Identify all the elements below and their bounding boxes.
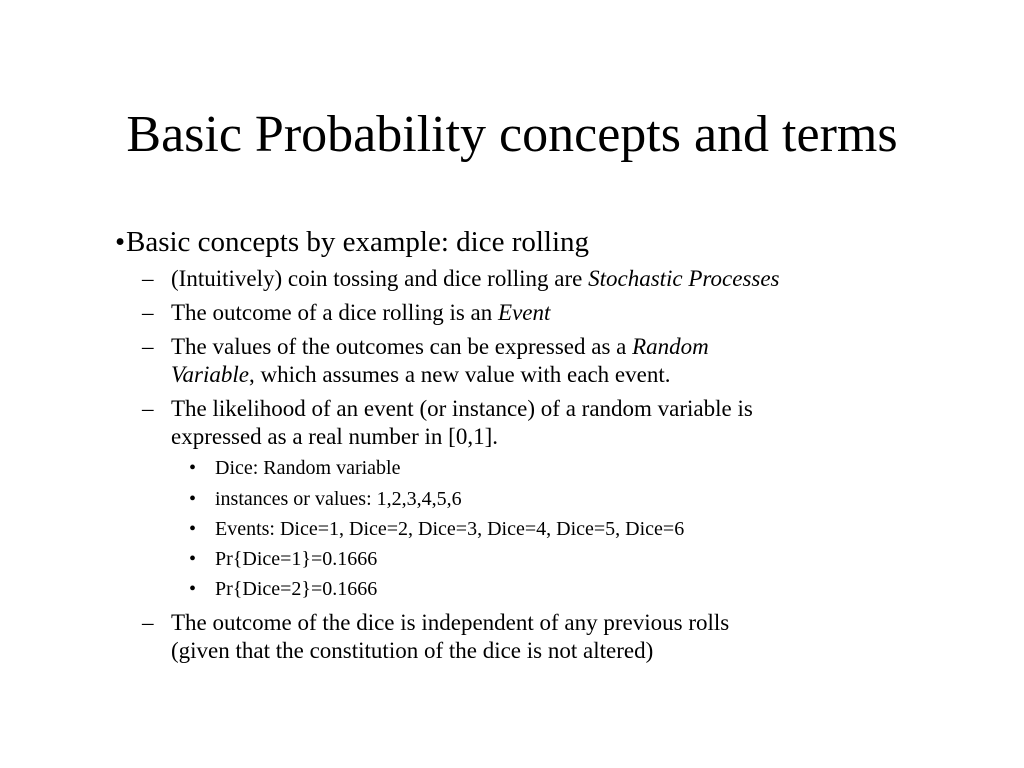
sub-item-5-line-2: (given that the constitution of the dice is not altered): [171, 638, 654, 663]
sub-sub-item: Dice: Random variable: [215, 457, 401, 479]
dash-marker: –: [142, 334, 154, 359]
sub-bullet-marker: •: [189, 548, 197, 570]
sub-item-3-text-end: , which assumes a new value with each event.: [248, 362, 671, 387]
sub-item-2-text: The outcome of a dice rolling is an: [171, 300, 499, 325]
sub-item-3-term-end: Variable: [171, 362, 249, 387]
sub-item-1-term: Stochastic Processes: [588, 266, 780, 291]
sub-bullet-marker: •: [189, 578, 197, 600]
sub-sub-item: Events: Dice=1, Dice=2, Dice=3, Dice=4, Dice=5, Dice=6: [215, 518, 685, 540]
sub-bullet-marker: •: [189, 488, 197, 510]
sub-sub-item: Pr{Dice=1}=0.1666: [215, 548, 378, 570]
slide-title: Basic Probability concepts and terms: [126, 106, 898, 163]
sub-item-1: [171, 265, 780, 294]
sub-item-4-line-2: expressed as a real number in [0,1].: [171, 424, 498, 449]
sub-item-2-term: Event: [498, 300, 551, 325]
sub-item-4-line-1: The likelihood of an event (or instance) of a random variable is: [171, 396, 753, 421]
sub-item-3-term-start: Random: [632, 334, 709, 359]
sub-item-3-line-2: [171, 361, 670, 390]
sub-item-1-text: (Intuitively) coin tossing and dice rolling are: [171, 266, 589, 291]
sub-bullet-marker: •: [189, 518, 197, 540]
sub-sub-item: Pr{Dice=2}=0.1666: [215, 578, 378, 600]
dash-marker: –: [142, 300, 154, 325]
sub-bullet-marker: •: [189, 457, 197, 479]
bullet-marker: •: [115, 226, 126, 258]
sub-item-5-line-1: The outcome of the dice is independent of any previous rolls: [171, 610, 730, 635]
sub-item-3-line-1: [171, 333, 709, 362]
sub-item-3-text: The values of the outcomes can be expressed as a: [171, 334, 633, 359]
dash-marker: –: [142, 610, 154, 635]
sub-sub-item: instances or values: 1,2,3,4,5,6: [215, 488, 462, 510]
bullet-text: Basic concepts by example: dice rolling: [126, 226, 590, 258]
dash-marker: –: [142, 266, 154, 291]
sub-item-2: [171, 299, 550, 328]
dash-marker: –: [142, 396, 154, 421]
